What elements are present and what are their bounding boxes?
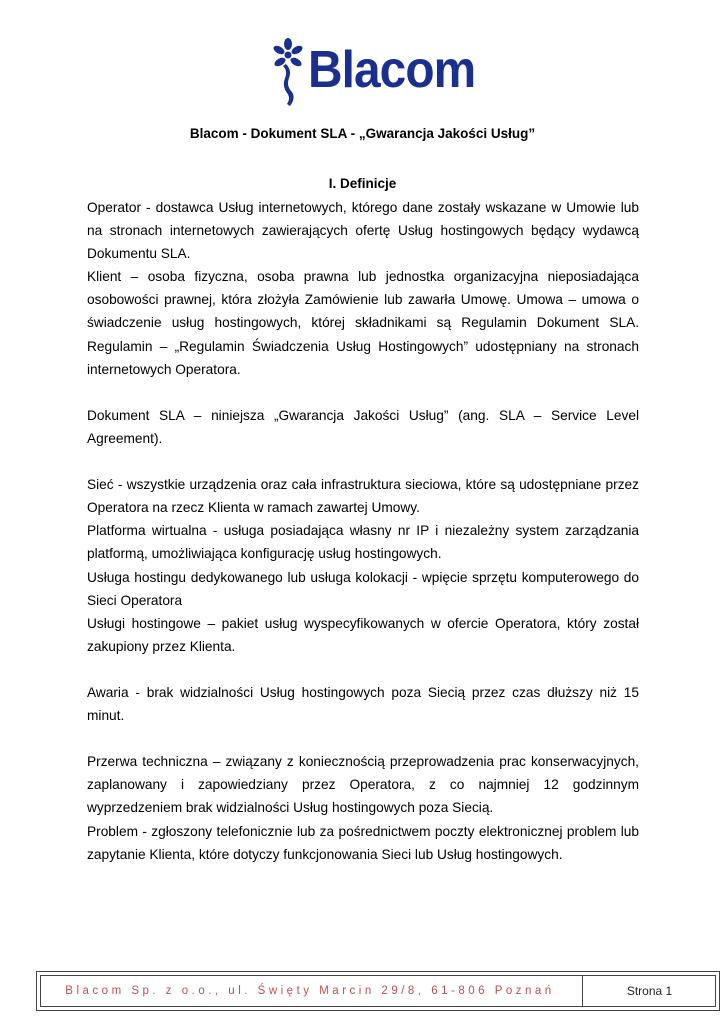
document-body: [87, 196, 639, 866]
blacom-logo: [270, 36, 476, 108]
definition-awaria: Awaria - brak widzialności Usług hostingowych poza Siecią przez czas dłuższy niż 15 minut.: [87, 684, 639, 724]
definition-problem: Problem - zgłoszony telefonicznie lub za pośrednictwem poczty elektronicznej problem lub zapytanie Klienta, które dotyczy funkcjonowania Sieci lub Usług hostingowych.: [87, 823, 639, 862]
definition-uslugi-hostingowe: Usługi hostingowe – pakiet usług wyspecyfikowanych w ofercie Operatora, który został zakupiony przez Klienta.: [87, 615, 639, 654]
definition-klient: Klient – osoba fizyczna, osoba prawna lub jednostka organizacyjna nieposiadająca osobowości prawnej, która złożyła Zamówienie lub zawarła Umowę. Umowa – umowa o świadczenie usług hostingowych, której składnikami są Regulamin Dokument SLA. Regulamin – „Regulamin Świadczenia Usług Hostingowych” udostępniany na stronach internetowych Operatora.: [87, 269, 639, 377]
definition-operator: Operator - dostawca Usług internetowych, którego dane zostały wskazane w Umowie lub na stronach internetowych zawierających ofertę Usług hostingowych będący wydawcą Dokumentu SLA.: [87, 200, 639, 262]
document-title: Blacom - Dokument SLA - „Gwarancja Jakości Usług”: [189, 126, 536, 141]
footer-address: Blacom Sp. z o.o., ul. Święty Marcin 29/8, 61-806 Poznań: [65, 985, 555, 997]
definition-siec: Sieć - wszystkie urządzenia oraz cała infrastruktura sieciowa, które są udostępniane przez Operatora na rzecz Klienta w ramach zawartej Umowy.: [87, 477, 639, 516]
page-number: Strona 1: [626, 984, 673, 998]
logo-wordmark: Blacom: [308, 41, 476, 99]
definition-usluga-hostingu: Usługa hostingu dedykowanego lub usługa kolokacji - wpięcie sprzętu komputerowego do Sieci Operatora: [87, 569, 639, 608]
definition-platforma: Platforma wirtualna - usługa posiadająca własny nr IP i niezależny system zarządzania platformą, umożliwiająca konfigurację usług hostingowych.: [87, 523, 639, 562]
section-heading: I. Definicje: [328, 176, 397, 191]
blacom-figure-icon: [270, 36, 306, 108]
definition-dokument-sla: Dokument SLA – niniejsza „Gwarancja Jakości Usług” (ang. SLA – Service Level Agreement).: [87, 407, 639, 446]
definition-przerwa: Przerwa techniczna – związany z koniecznością przeprowadzenia prac konserwacyjnych, zaplanowany i zapowiedziany przez Operatora, z co najmniej 12 godzinnym wyprzedzeniem brak widzialności Usług hostingowych poza Siecią.: [87, 754, 639, 816]
